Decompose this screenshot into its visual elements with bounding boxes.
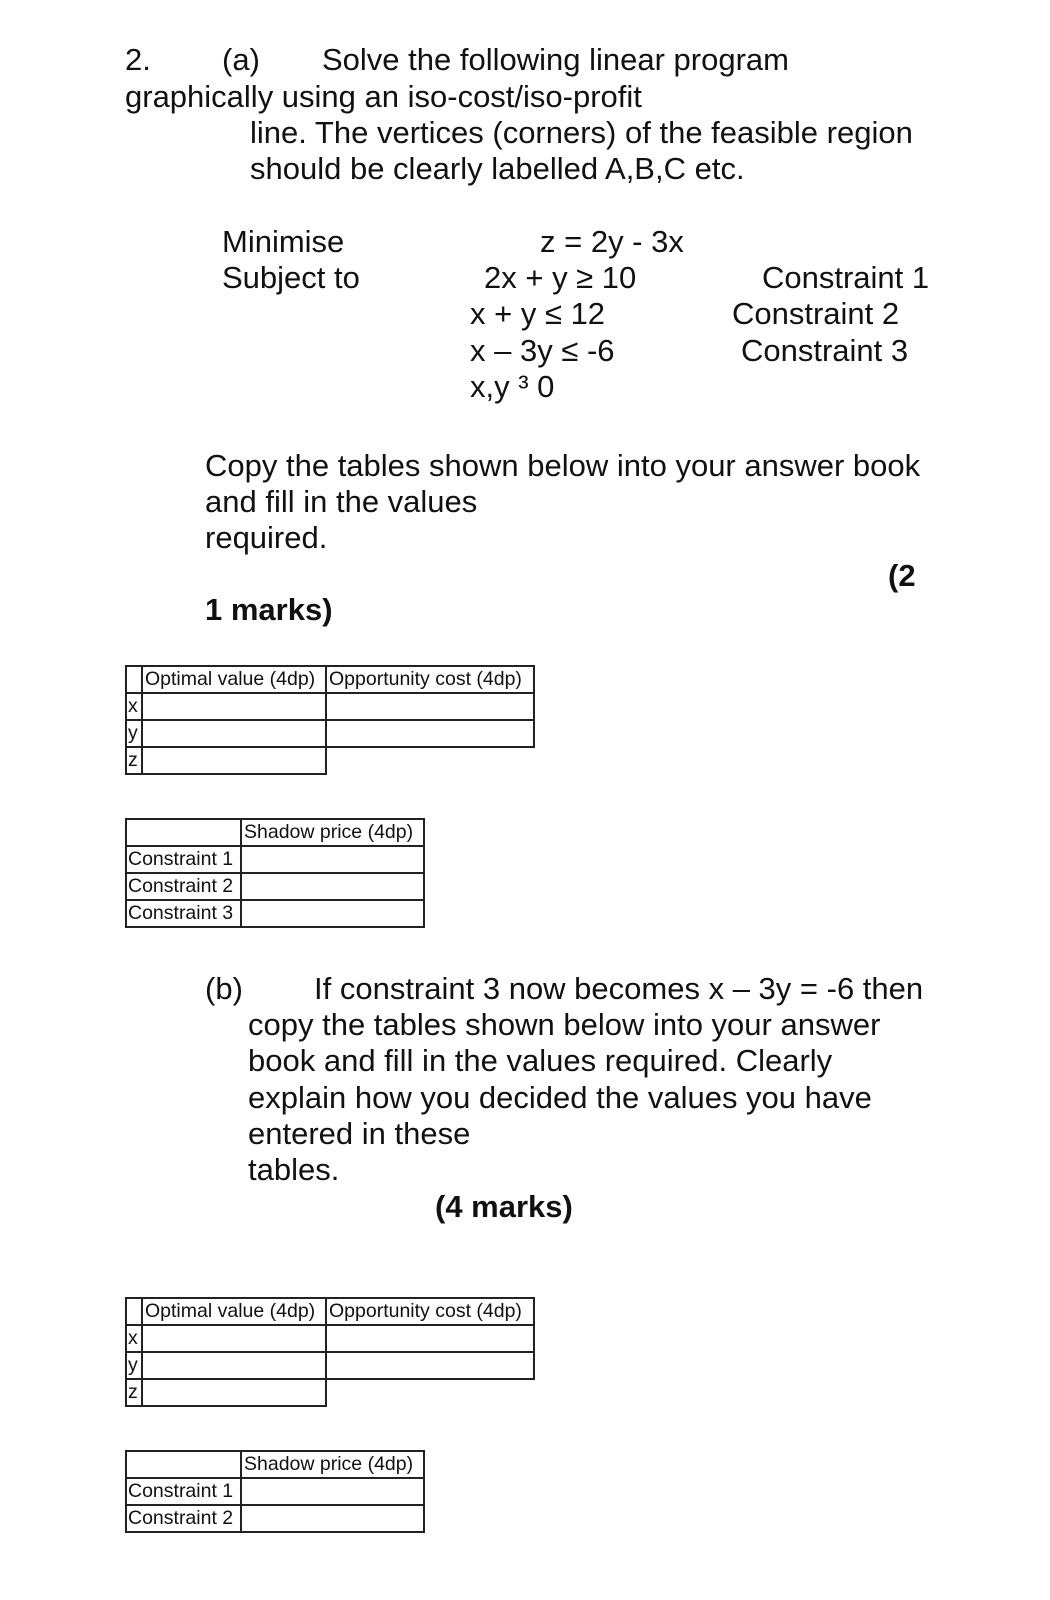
marks-b: (4 marks) (435, 1189, 573, 1224)
table-row (126, 900, 424, 927)
table-row (126, 1352, 534, 1379)
row-label-z-b: z (126, 1379, 142, 1406)
part-b-line-4: explain how you decided the values you have (248, 1080, 872, 1115)
row-label-constraint-1-b: Constraint 1 (126, 1478, 241, 1505)
copy-a-line-2: and fill in the values (205, 484, 478, 519)
row-label-x: x (126, 693, 142, 720)
constraint-1-expr: 2x + y ≥ 10 (484, 260, 637, 295)
cell-x-opportunity[interactable] (326, 693, 534, 720)
row-label-constraint-2-b: Constraint 2 (126, 1505, 241, 1532)
constraint-3-expr: x – 3y ≤ -6 (470, 333, 615, 368)
cell-x-optimal[interactable] (142, 693, 326, 720)
cell-y-optimal-b[interactable] (142, 1352, 326, 1379)
part-a-line-4: should be clearly labelled A,B,C etc. (250, 151, 745, 186)
table-a-optimal (125, 665, 535, 775)
table-b2-corner-cell (126, 1451, 241, 1478)
copy-a-line-1: Copy the tables shown below into your answer book (205, 448, 921, 483)
row-label-constraint-2: Constraint 2 (126, 873, 241, 900)
table-row (126, 693, 534, 720)
part-b-line-3: book and fill in the values required. Clearly (248, 1043, 833, 1078)
non-negativity: x,y ³ 0 (470, 369, 555, 404)
table-row (126, 1379, 534, 1406)
table-b-optimal (125, 1297, 535, 1407)
cell-c1-shadow[interactable] (241, 846, 424, 873)
part-b-line-2: copy the tables shown below into your answer (248, 1007, 881, 1042)
cell-y-optimal[interactable] (142, 720, 326, 747)
table-row (126, 846, 424, 873)
part-a-label: (a) (222, 42, 260, 77)
row-label-x-b: x (126, 1325, 142, 1352)
constraint-2-name: Constraint 2 (732, 296, 900, 331)
part-b-label: (b) (205, 971, 243, 1006)
row-label-y: y (126, 720, 142, 747)
objective-function: z = 2y - 3x (540, 224, 684, 259)
cell-x-optimal-b[interactable] (142, 1325, 326, 1352)
header-opportunity-cost: Opportunity cost (4dp) (326, 666, 534, 693)
marks-a-part-2: 1 marks) (205, 592, 333, 627)
cell-z-optimal[interactable] (142, 747, 326, 774)
empty-cell (326, 1379, 534, 1406)
cell-c3-shadow[interactable] (241, 900, 424, 927)
table-a-corner-cell (126, 666, 142, 693)
header-optimal-value: Optimal value (4dp) (142, 666, 326, 693)
part-a-line-3: line. The vertices (corners) of the feasible region (250, 115, 913, 150)
cell-y-opportunity-b[interactable] (326, 1352, 534, 1379)
cell-y-opportunity[interactable] (326, 720, 534, 747)
table-row (126, 747, 534, 774)
marks-a-part-1: (2 (888, 558, 916, 593)
row-label-z: z (126, 747, 142, 774)
part-a-line-1: Solve the following linear program (322, 42, 789, 77)
table-a2-corner-cell (126, 819, 241, 846)
header-opportunity-cost-b: Opportunity cost (4dp) (326, 1298, 534, 1325)
constraint-1-name: Constraint 1 (762, 260, 930, 295)
cell-x-opportunity-b[interactable] (326, 1325, 534, 1352)
question-number: 2. (125, 42, 151, 77)
cell-c1-shadow-b[interactable] (241, 1478, 424, 1505)
part-b-line-6: tables. (248, 1152, 340, 1187)
table-b-corner-cell (126, 1298, 142, 1325)
empty-cell (326, 747, 534, 774)
table-row (126, 720, 534, 747)
header-shadow-price-b: Shadow price (4dp) (241, 1451, 424, 1478)
part-a-line-2: graphically using an iso-cost/iso-profit (125, 79, 642, 114)
cell-c2-shadow-b[interactable] (241, 1505, 424, 1532)
constraint-2-expr: x + y ≤ 12 (470, 296, 606, 331)
part-b-line-5: entered in these (248, 1116, 471, 1151)
table-row (126, 873, 424, 900)
table-row (126, 1505, 424, 1532)
cell-z-optimal-b[interactable] (142, 1379, 326, 1406)
constraint-3-name: Constraint 3 (741, 333, 909, 368)
copy-a-line-3: required. (205, 520, 328, 555)
cell-c2-shadow[interactable] (241, 873, 424, 900)
subject-to-label: Subject to (222, 260, 360, 295)
header-shadow-price: Shadow price (4dp) (241, 819, 424, 846)
minimise-label: Minimise (222, 224, 345, 259)
table-row (126, 1478, 424, 1505)
table-a-shadow (125, 818, 425, 928)
header-optimal-value-b: Optimal value (4dp) (142, 1298, 326, 1325)
row-label-y-b: y (126, 1352, 142, 1379)
part-b-line-1: If constraint 3 now becomes x – 3y = -6 then (314, 971, 924, 1006)
row-label-constraint-3: Constraint 3 (126, 900, 241, 927)
row-label-constraint-1: Constraint 1 (126, 846, 241, 873)
table-row (126, 1325, 534, 1352)
table-b-shadow (125, 1450, 425, 1533)
